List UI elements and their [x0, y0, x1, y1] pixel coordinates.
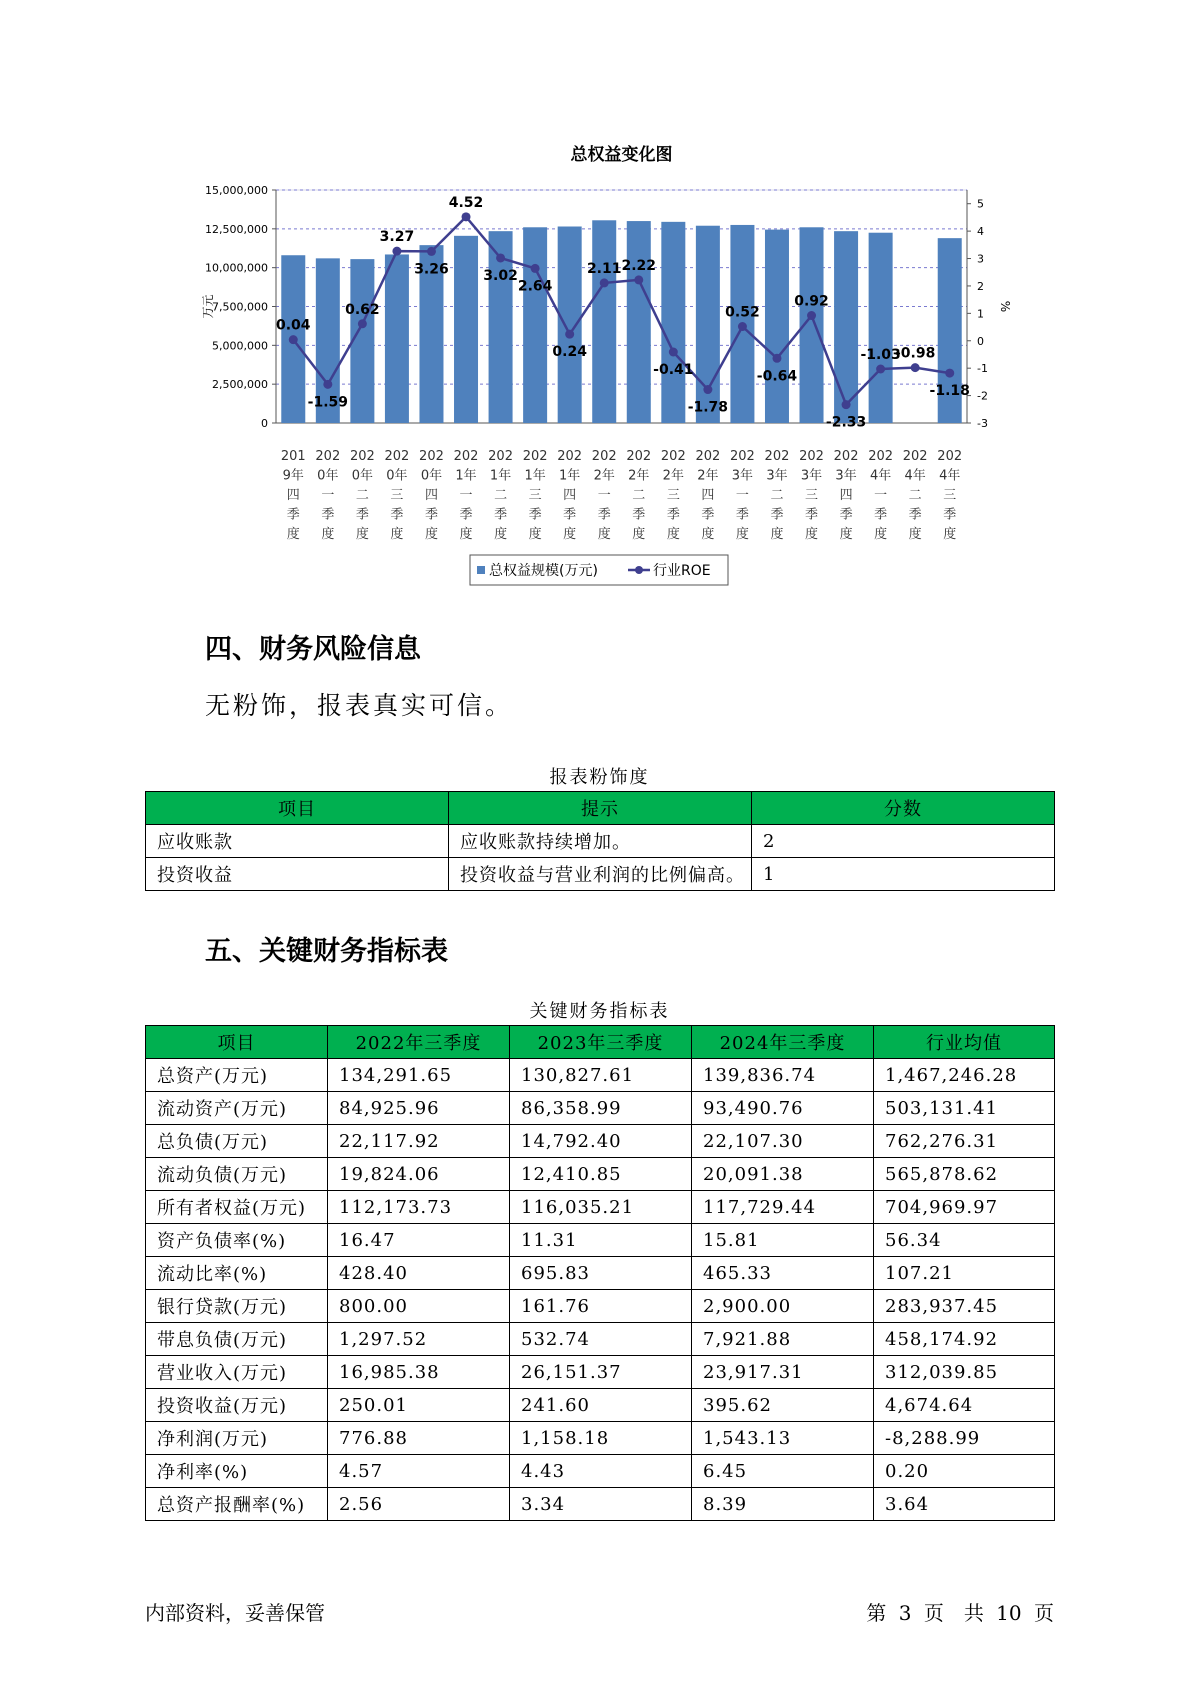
roe-data-label: -1.18	[929, 383, 970, 400]
x-tick-label: 季	[459, 507, 473, 523]
roe-point	[669, 348, 678, 357]
table-cell: 4,674.64	[874, 1389, 1055, 1422]
roe-data-label: 0.24	[552, 344, 587, 361]
roe-point	[945, 369, 954, 378]
x-tick-label: 一	[874, 488, 888, 503]
key-indicators-table	[145, 1025, 1055, 1521]
table-cell: 1,158.18	[510, 1422, 692, 1455]
table-cell: 12,410.85	[510, 1158, 692, 1191]
footer-confidential: 内部资料，妥善保管	[145, 1601, 325, 1625]
x-tick-label: 202	[557, 449, 583, 464]
x-tick-label: 度	[355, 527, 369, 542]
x-tick-label: 1年	[524, 468, 546, 484]
x-tick-label: 四	[839, 488, 853, 503]
table-cell: 8.39	[692, 1488, 874, 1521]
table-cell: 3.34	[510, 1488, 692, 1521]
table-row	[146, 1224, 1055, 1257]
x-tick-label: 三	[805, 488, 819, 503]
roe-data-label: -1.03	[860, 346, 901, 363]
x-tick-label: 2年	[697, 468, 719, 484]
table-row	[146, 1092, 1055, 1125]
table-cell: 161.76	[510, 1290, 692, 1323]
y-tick-label-left: 15,000,000	[205, 184, 268, 197]
table-cell: 22,107.30	[692, 1125, 874, 1158]
x-tick-label: 度	[563, 527, 577, 542]
x-tick-label: 季	[424, 507, 438, 523]
table-cell: 11.31	[510, 1224, 692, 1257]
x-tick-label: 3年	[731, 468, 754, 484]
x-tick-label: 202	[868, 449, 894, 464]
y-tick-label-right: 4	[977, 225, 984, 239]
column-header: 提示	[449, 792, 752, 825]
roe-data-label: -2.33	[825, 414, 867, 431]
roe-point	[358, 319, 367, 328]
table-row	[146, 1191, 1055, 1224]
indicators-section-heading: 五、关键财务指标表	[205, 936, 448, 967]
table-cell: 428.40	[328, 1257, 510, 1290]
table-cell: 532.74	[510, 1323, 692, 1356]
y-tick-label-right: 3	[977, 252, 984, 266]
table-cell: -8,288.99	[874, 1422, 1055, 1455]
x-tick-label: 202	[764, 449, 790, 464]
table-cell: 4.57	[328, 1455, 510, 1488]
bar	[523, 227, 547, 423]
x-tick-label: 三	[390, 488, 404, 503]
x-tick-label: 季	[805, 507, 819, 523]
table-cell: 投资收益与营业利润的比例偏高。	[449, 858, 752, 891]
table-cell: 93,490.76	[692, 1092, 874, 1125]
x-tick-label: 度	[805, 527, 819, 542]
roe-point	[911, 363, 920, 372]
x-tick-label: 一	[597, 488, 611, 503]
table-cell: 84,925.96	[328, 1092, 510, 1125]
x-tick-label: 季	[528, 507, 542, 523]
x-tick-label: 202	[315, 449, 341, 464]
legend-swatch-bar	[477, 566, 485, 574]
roe-data-label: 2.22	[621, 257, 657, 274]
table-cell: 107.21	[874, 1257, 1055, 1290]
table-cell: 250.01	[328, 1389, 510, 1422]
key-table-caption: 关键财务指标表	[529, 1001, 670, 1022]
table-cell: 带息负债(万元)	[146, 1323, 328, 1356]
roe-point	[531, 264, 540, 273]
x-tick-label: 二	[908, 488, 922, 503]
y-tick-label-left: 5,000,000	[212, 339, 268, 353]
table-cell: 应收账款持续增加。	[449, 825, 752, 858]
x-tick-label: 3年	[766, 468, 788, 484]
table-cell: 23,917.31	[692, 1356, 874, 1389]
table-cell: 16,985.38	[328, 1356, 510, 1389]
table-cell: 总资产(万元)	[146, 1059, 328, 1092]
roe-point	[876, 364, 885, 373]
legend-label-equity: 总权益规模(万元)	[489, 563, 598, 579]
x-tick-label: 2年	[593, 468, 615, 484]
bar	[592, 220, 616, 423]
x-tick-label: 202	[660, 449, 686, 464]
table-row	[146, 1059, 1055, 1092]
roe-point	[842, 400, 851, 409]
table-cell: 395.62	[692, 1389, 874, 1422]
table-cell: 22,117.92	[328, 1125, 510, 1158]
y-tick-label-right: 5	[977, 197, 984, 211]
table-cell: 762,276.31	[874, 1125, 1055, 1158]
x-tick-label: 度	[770, 527, 784, 542]
x-tick-label: 度	[735, 527, 749, 542]
y-tick-label-left: 12,500,000	[205, 222, 268, 236]
roe-point	[600, 278, 609, 287]
x-tick-label: 三	[943, 488, 957, 503]
x-tick-label: 1年	[455, 468, 477, 484]
table-row	[146, 1488, 1055, 1521]
roe-data-label: 3.02	[483, 267, 518, 284]
table-cell: 503,131.41	[874, 1092, 1055, 1125]
x-tick-label: 202	[384, 449, 410, 464]
table-row	[146, 858, 1055, 891]
embellish-table-caption: 报表粉饰度	[549, 767, 650, 788]
table-header-row	[146, 792, 1055, 825]
table-cell: 1,467,246.28	[874, 1059, 1055, 1092]
y-tick-label-right: -2	[977, 389, 988, 403]
x-tick-label: 2年	[628, 468, 650, 484]
x-tick-label: 202	[833, 449, 859, 464]
table-row	[146, 1158, 1055, 1191]
x-tick-label: 度	[839, 527, 853, 542]
x-tick-label: 202	[591, 449, 617, 464]
y-tick-label-left: 10,000,000	[205, 261, 268, 275]
roe-point	[703, 385, 712, 394]
table-cell: 130,827.61	[510, 1059, 692, 1092]
table-cell: 704,969.97	[874, 1191, 1055, 1224]
table-cell: 283,937.45	[874, 1290, 1055, 1323]
footer-page-number: 第 3 页 共 10 页	[866, 1601, 1054, 1625]
table-cell: 净利率(%)	[146, 1455, 328, 1488]
x-tick-label: 202	[349, 449, 375, 464]
table-cell: 0.20	[874, 1455, 1055, 1488]
table-cell: 112,173.73	[328, 1191, 510, 1224]
x-tick-label: 202	[419, 449, 444, 464]
x-tick-label: 度	[874, 527, 888, 542]
column-header: 2022年三季度	[328, 1026, 510, 1059]
x-tick-label: 四	[563, 488, 577, 503]
risk-conclusion-text: 无粉饰，报表真实可信。	[205, 691, 514, 720]
bar	[558, 227, 582, 423]
roe-data-label: 0.04	[276, 317, 311, 334]
table-row	[146, 1389, 1055, 1422]
table-cell: 26,151.37	[510, 1356, 692, 1389]
table-cell: 86,358.99	[510, 1092, 692, 1125]
table-cell: 3.64	[874, 1488, 1055, 1521]
x-tick-label: 度	[494, 527, 508, 542]
y-tick-label-right: -1	[977, 362, 988, 376]
table-cell: 应收账款	[146, 825, 449, 858]
column-header: 2023年三季度	[510, 1026, 692, 1059]
x-tick-label: 二	[355, 488, 369, 503]
table-cell: 6.45	[692, 1455, 874, 1488]
table-row	[146, 1125, 1055, 1158]
roe-point	[772, 354, 781, 363]
table-cell: 净利润(万元)	[146, 1422, 328, 1455]
roe-data-label: 0.52	[725, 304, 760, 321]
table-row	[146, 1455, 1055, 1488]
table-cell: 695.83	[510, 1257, 692, 1290]
table-row	[146, 825, 1055, 858]
x-tick-label: 四	[424, 488, 438, 503]
x-tick-label: 3年	[800, 468, 823, 484]
x-tick-label: 一	[735, 488, 749, 503]
bar	[385, 254, 409, 423]
table-cell: 2.56	[328, 1488, 510, 1521]
table-cell: 银行贷款(万元)	[146, 1290, 328, 1323]
roe-data-label: -0.41	[653, 362, 694, 379]
equity-change-chart	[170, 135, 1030, 590]
x-tick-label: 度	[701, 527, 715, 542]
column-header: 项目	[146, 1026, 328, 1059]
column-header: 行业均值	[874, 1026, 1055, 1059]
table-cell: 资产负债率(%)	[146, 1224, 328, 1257]
x-tick-label: 季	[839, 507, 853, 523]
table-cell: 776.88	[328, 1422, 510, 1455]
table-cell: 16.47	[328, 1224, 510, 1257]
roe-data-label: 3.26	[414, 261, 449, 278]
x-tick-label: 0年	[317, 468, 339, 484]
x-tick-label: 度	[943, 527, 957, 542]
table-cell: 流动比率(%)	[146, 1257, 328, 1290]
x-tick-label: 季	[735, 507, 749, 523]
table-cell: 465.33	[692, 1257, 874, 1290]
table-row	[146, 1257, 1055, 1290]
chart-title: 总权益变化图	[570, 145, 673, 165]
x-tick-label: 季	[597, 507, 611, 523]
roe-point	[392, 247, 401, 256]
table-cell: 2,900.00	[692, 1290, 874, 1323]
roe-point	[634, 275, 643, 284]
table-cell: 56.34	[874, 1224, 1055, 1257]
x-tick-label: 3年	[835, 468, 857, 484]
x-tick-label: 季	[494, 507, 508, 523]
table-cell: 20,091.38	[692, 1158, 874, 1191]
x-tick-label: 一	[459, 488, 473, 503]
table-cell: 139,836.74	[692, 1059, 874, 1092]
table-header-row	[146, 1026, 1055, 1059]
table-cell: 1	[752, 858, 1055, 891]
roe-point	[565, 330, 574, 339]
table-cell: 总资产报酬率(%)	[146, 1488, 328, 1521]
x-tick-label: 201	[280, 449, 306, 464]
x-tick-label: 季	[321, 507, 335, 523]
x-tick-label: 4年	[904, 468, 926, 484]
x-tick-label: 季	[390, 507, 404, 523]
y-tick-label-right: -3	[977, 417, 988, 430]
x-tick-label: 202	[730, 449, 755, 464]
roe-data-label: 2.11	[586, 260, 622, 277]
x-tick-label: 三	[666, 488, 680, 503]
x-tick-label: 季	[666, 507, 680, 523]
x-tick-label: 1年	[489, 468, 512, 484]
roe-point	[323, 380, 332, 389]
table-row	[146, 1356, 1055, 1389]
table-cell: 总负债(万元)	[146, 1125, 328, 1158]
table-cell: 1,543.13	[692, 1422, 874, 1455]
x-tick-label: 4年	[869, 468, 892, 484]
table-cell: 241.60	[510, 1389, 692, 1422]
roe-point	[462, 212, 471, 221]
x-tick-label: 202	[626, 449, 652, 464]
bar	[661, 222, 685, 423]
roe-data-label: 0.92	[794, 293, 829, 310]
bar	[869, 233, 893, 423]
table-cell: 800.00	[328, 1290, 510, 1323]
bar	[627, 221, 651, 423]
table-cell: 投资收益	[146, 858, 449, 891]
x-tick-label: 二	[494, 488, 508, 503]
table-cell: 营业收入(万元)	[146, 1356, 328, 1389]
x-tick-label: 四	[286, 488, 300, 503]
table-cell: 流动资产(万元)	[146, 1092, 328, 1125]
x-tick-label: 季	[908, 507, 922, 523]
table-row	[146, 1422, 1055, 1455]
roe-data-label: -0.64	[756, 368, 798, 385]
table-cell: 投资收益(万元)	[146, 1389, 328, 1422]
x-tick-label: 季	[286, 507, 300, 523]
table-cell: 1,297.52	[328, 1323, 510, 1356]
table-cell: 19,824.06	[328, 1158, 510, 1191]
y-tick-label-right: 0	[977, 334, 984, 348]
table-cell: 7,921.88	[692, 1323, 874, 1356]
x-tick-label: 二	[770, 488, 784, 503]
x-tick-label: 202	[799, 449, 824, 464]
x-tick-label: 季	[701, 507, 715, 523]
x-tick-label: 0年	[351, 468, 374, 484]
x-tick-label: 度	[528, 527, 542, 542]
x-tick-label: 0年	[386, 468, 408, 484]
roe-point	[496, 253, 505, 262]
x-tick-label: 2年	[662, 468, 684, 484]
x-tick-label: 202	[522, 449, 548, 464]
x-tick-label: 季	[943, 507, 957, 523]
x-tick-label: 度	[424, 527, 438, 542]
roe-point	[427, 247, 436, 256]
table-cell: 4.43	[510, 1455, 692, 1488]
x-tick-label: 度	[390, 527, 404, 542]
y-axis-label-left: 万元	[201, 294, 215, 319]
table-cell: 134,291.65	[328, 1059, 510, 1092]
x-tick-label: 三	[528, 488, 542, 503]
x-tick-label: 度	[908, 527, 922, 542]
x-tick-label: 202	[937, 449, 963, 464]
table-cell: 所有者权益(万元)	[146, 1191, 328, 1224]
column-header: 分数	[752, 792, 1055, 825]
legend-swatch-point	[635, 566, 643, 574]
x-tick-label: 二	[632, 488, 646, 503]
column-header: 项目	[146, 792, 449, 825]
roe-data-label: 3.27	[379, 229, 415, 246]
table-cell: 15.81	[692, 1224, 874, 1257]
roe-point	[738, 322, 747, 331]
x-tick-label: 季	[355, 507, 369, 523]
table-cell: 2	[752, 825, 1055, 858]
y-tick-label-left: 0	[261, 417, 268, 430]
x-tick-label: 202	[453, 449, 479, 464]
x-tick-label: 季	[632, 507, 646, 523]
table-cell: 312,039.85	[874, 1356, 1055, 1389]
y-axis-label-right: %	[998, 300, 1012, 313]
roe-point	[289, 335, 298, 344]
roe-data-label: -1.59	[307, 394, 349, 411]
x-tick-label: 季	[770, 507, 784, 523]
table-cell: 117,729.44	[692, 1191, 874, 1224]
x-tick-label: 度	[632, 527, 646, 542]
bar	[765, 230, 789, 423]
x-tick-label: 度	[459, 527, 473, 542]
table-cell: 458,174.92	[874, 1323, 1055, 1356]
x-tick-label: 1年	[559, 468, 581, 484]
legend-label-roe: 行业ROE	[653, 563, 711, 579]
x-tick-label: 202	[695, 449, 721, 464]
x-tick-label: 四	[701, 488, 715, 503]
roe-data-label: 0.62	[345, 301, 380, 318]
x-tick-label: 度	[321, 527, 335, 542]
roe-point	[807, 311, 816, 320]
table-cell: 14,792.40	[510, 1125, 692, 1158]
x-tick-label: 202	[902, 449, 928, 464]
x-tick-label: 度	[666, 527, 680, 542]
roe-data-label: 4.52	[448, 194, 484, 211]
x-tick-label: 4年	[939, 468, 961, 484]
y-tick-label-left: 2,500,000	[212, 378, 268, 392]
y-tick-label-left: 7,500,000	[212, 300, 268, 314]
roe-data-label: -1.78	[687, 399, 729, 416]
bar	[350, 259, 374, 423]
roe-data-label: -0.98	[894, 345, 936, 362]
embellish-table	[145, 791, 1055, 891]
x-tick-label: 9年	[282, 468, 304, 484]
x-tick-label: 度	[286, 527, 300, 542]
x-tick-label: 0年	[420, 468, 443, 484]
roe-data-label: 2.64	[517, 278, 553, 295]
x-tick-label: 季	[563, 507, 577, 523]
table-row	[146, 1323, 1055, 1356]
bar	[454, 236, 478, 423]
x-tick-label: 202	[488, 449, 513, 464]
table-cell: 流动负债(万元)	[146, 1158, 328, 1191]
x-tick-label: 季	[874, 507, 888, 523]
x-tick-label: 一	[321, 488, 335, 503]
table-row	[146, 1290, 1055, 1323]
x-tick-label: 度	[597, 527, 611, 542]
y-tick-label-right: 1	[977, 307, 984, 321]
y-tick-label-right: 2	[977, 279, 984, 293]
column-header: 2024年三季度	[692, 1026, 874, 1059]
table-cell: 116,035.21	[510, 1191, 692, 1224]
risk-section-heading: 四、财务风险信息	[205, 634, 421, 665]
table-cell: 565,878.62	[874, 1158, 1055, 1191]
